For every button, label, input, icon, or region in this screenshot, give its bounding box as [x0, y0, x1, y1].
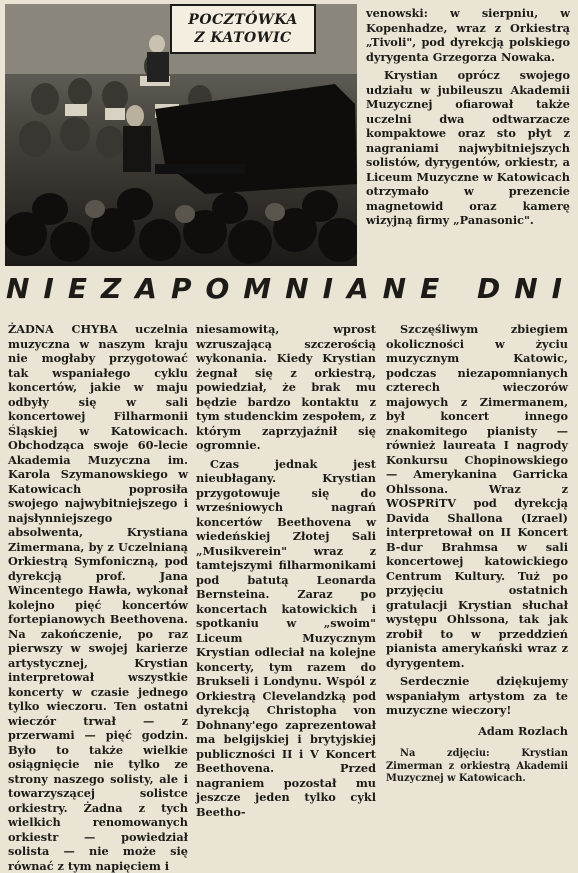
author-signature: Adam Rozlach — [478, 723, 568, 738]
intro-paragraph-2: Krystian oprócz swojego udziału w jubileuszu Akademii Muzycznej ofiarował także uczelni dwa odtwarzacze kompaktowe oraz sto płyt z nagraniami najwybitniejszych solistów, dyrygentów, orkiestr, a Liceum Muzyczne w Katowicach otrzymało w prezencie magnetowid oraz kamerę wizyjną firmy „Panasonic". — [366, 68, 570, 227]
article-column-2 — [196, 322, 376, 819]
column3-paragraph-2: Serdecznie dziękujemy wspaniałym artystom za te muzyczne wieczory! — [386, 674, 568, 717]
article-headline: NIEZAPOMNIANE DNI — [6, 272, 577, 305]
column2-paragraph-2: Czas jednak jest nieubłagany. Krystian przygotowuje się do wrześniowych nagrań koncertów Beethovena w wiedeńskiej Złotej Sali „Musikverein" wraz z tamtejszymi filharmonikami pod batutą Leonarda Bernsteina. Zaraz po koncertach katowickich i spotkaniu w „swoim" Liceum Muzycznym Krystian odleciał na kolejne koncerty, tym razem do Brukseli i Londynu. Wspól z Orkiestrą Clevelandzką pod dyrekcją Christopha von Dohnany'ego zaprezentował ma belgijskiej i brytyjskiej publiczności II i V Koncert Beethovena. Przed nagraniem pozostał mu jeszcze jeden tylko cykl Beetho- — [196, 456, 376, 819]
section-header-box — [170, 4, 316, 54]
column1-paragraph-1: ŻADNA CHYBA uczelnia muzyczna w naszym kraju nie mogłaby przygotować tak wspaniałego cyklu koncertów, jakie w maju odbyły się w sali koncertowej Filharmonii Śląskiej w Katowicach. Obchodząca swoje 60-lecie Akademia Muzyczna im. Karola Szymanowskiego w Katowicach poprosiła swojego najwybitniejszego i najsłynniejszego absolwenta, Krystiana Zimermana, by z Uczelnianą Orkiestrą Symfoniczną, pod dyrekcją prof. Jana Wincentego Hawła, wykonał kolejno pięć koncertów fortepianowych Beethovena. Na zakończenie, po raz pierwszy w swojej karierze artystycznej, Krystian interpretował wszystkie koncerty w czasie jednego tylko wieczoru. Ten ostatni wieczór trwał — z przerwami — pięć godzin. Było to także wielkie osiągnięcie nie tylko ze strony naszego solisty, ale i towarzyszącej solistce orkiestry. Żadna z tych wielkich renomowanych orkiestr — powiedział solista — nie może się równać z tym napięciem i — [8, 322, 188, 873]
section-header-line2: Z KATOWIC — [194, 30, 292, 46]
section-header-line1: POCZTÓWKA — [188, 12, 298, 28]
photo-caption: Na zdjęciu: Krystian Zimerman z orkiestrą Akademii Muzycznej w Katowicach. — [386, 748, 568, 784]
intro-paragraph-1: venowski: w sierpniu, w Kopenhadze, wraz z Orkiestrą „Tivoli", pod dyrekcją polskiego dyrygenta Grzegorza Nowaka. — [366, 6, 570, 64]
article-column-3 — [386, 322, 568, 786]
column2-paragraph-1: niesamowitą, wprost wzruszającą szczerością wykonania. Kiedy Krystian żegnał się z orkiestrą, powiedział, że brak mu będzie bardzo kontaktu z tym studenckim zespołem, z którym zaprzyjaźnił się ogromnie. — [196, 322, 376, 452]
article-column-1 — [8, 322, 188, 873]
column3-paragraph-1: Szczęśliwym zbiegiem okoliczności w życiu muzycznym Katowic, podczas niezapomnianych czterech wieczorów majowych z Zimermanem, był koncert innego znakomitego pianisty — również laureata I nagrody Konkursu Chopinowskiego — Amerykanina Garricka Ohlssona. Wraz z WOSPRiTV pod dyrekcją Davida Shallona (Izrael) interpretował on II Koncert B-dur Brahmsa w sali koncertowej katowickiego Centrum Kultury. Tuż po przyjęciu ostatnich gratulacji Krystian słuchał występu Ohlssona, tak jak zrobił to w przeddzień pianista amerykański wraz z dyrygentem. — [386, 322, 568, 670]
intro-column — [366, 6, 570, 228]
